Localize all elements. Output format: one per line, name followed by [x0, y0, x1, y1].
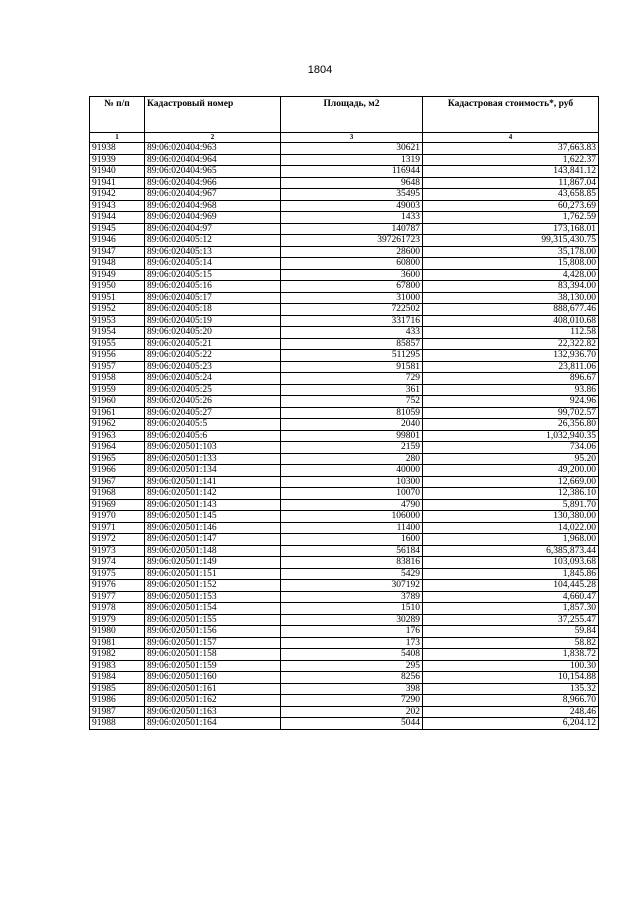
row-number-cell: 91975 [90, 568, 145, 580]
table-row [90, 614, 599, 626]
area-cell: 511295 [281, 350, 423, 362]
table-row [90, 281, 599, 293]
area-cell: 2159 [281, 442, 423, 454]
cadastral-number-cell: 89:06:020501:154 [145, 603, 281, 615]
cadastral-value-cell: 1,622.37 [423, 154, 599, 166]
area-cell: 1600 [281, 534, 423, 546]
cadastral-number-cell: 89:06:020405:16 [145, 281, 281, 293]
cadastral-value-cell: 130,380.00 [423, 511, 599, 523]
cadastral-number-cell: 89:06:020501:158 [145, 649, 281, 661]
area-cell: 85857 [281, 338, 423, 350]
row-number-cell: 91963 [90, 430, 145, 442]
table-row [90, 603, 599, 615]
table-row [90, 511, 599, 523]
table-row [90, 568, 599, 580]
row-number-cell: 91951 [90, 292, 145, 304]
table-row [90, 430, 599, 442]
row-number-cell: 91977 [90, 591, 145, 603]
cadastral-value-cell: 6,204.12 [423, 718, 599, 730]
area-cell: 5408 [281, 649, 423, 661]
row-number-cell: 91983 [90, 660, 145, 672]
row-number-cell: 91954 [90, 327, 145, 339]
cadastral-value-cell: 99,702.57 [423, 407, 599, 419]
table-row [90, 453, 599, 465]
row-number-cell: 91961 [90, 407, 145, 419]
area-cell: 10300 [281, 476, 423, 488]
table-row [90, 580, 599, 592]
table-body [90, 143, 599, 730]
table-row [90, 292, 599, 304]
row-number-cell: 91987 [90, 706, 145, 718]
table-row [90, 166, 599, 178]
cadastral-value-cell: 14,022.00 [423, 522, 599, 534]
cadastral-number-cell: 89:06:020501:133 [145, 453, 281, 465]
cadastral-number-cell: 89:06:020501:152 [145, 580, 281, 592]
table-row [90, 419, 599, 431]
cadastral-value-cell: 10,154.88 [423, 672, 599, 684]
cadastral-value-cell: 99,315,430.75 [423, 235, 599, 247]
row-number-cell: 91979 [90, 614, 145, 626]
cadastral-value-cell: 37,255.47 [423, 614, 599, 626]
table-row [90, 695, 599, 707]
table-row [90, 488, 599, 500]
column-number: 2 [145, 133, 281, 143]
cadastral-number-cell: 89:06:020404:97 [145, 223, 281, 235]
page-number: 1804 [307, 64, 333, 76]
cadastral-number-cell: 89:06:020405:5 [145, 419, 281, 431]
cadastral-value-cell: 1,838.72 [423, 649, 599, 661]
cadastral-number-cell: 89:06:020405:23 [145, 361, 281, 373]
row-number-cell: 91978 [90, 603, 145, 615]
area-cell: 35495 [281, 189, 423, 201]
area-cell: 106000 [281, 511, 423, 523]
cadastral-value-cell: 6,385,873.44 [423, 545, 599, 557]
row-number-cell: 91940 [90, 166, 145, 178]
area-cell: 307192 [281, 580, 423, 592]
area-cell: 3789 [281, 591, 423, 603]
table-row [90, 223, 599, 235]
row-number-cell: 91950 [90, 281, 145, 293]
cadastral-value-cell: 49,200.00 [423, 465, 599, 477]
cadastral-number-cell: 89:06:020501:159 [145, 660, 281, 672]
cadastral-number-cell: 89:06:020501:145 [145, 511, 281, 523]
header-area-text: Площадь, м2 [323, 99, 380, 109]
column-number: 1 [90, 133, 145, 143]
row-number-cell: 91948 [90, 258, 145, 270]
cadastral-number-cell: 89:06:020501:156 [145, 626, 281, 638]
table-row [90, 476, 599, 488]
row-number-cell: 91981 [90, 637, 145, 649]
cadastral-value-cell: 1,857.30 [423, 603, 599, 615]
table-row [90, 718, 599, 730]
cadastral-number-cell: 89:06:020405:6 [145, 430, 281, 442]
cadastral-value-cell: 924.96 [423, 396, 599, 408]
table-row [90, 269, 599, 281]
table-row [90, 396, 599, 408]
area-cell: 729 [281, 373, 423, 385]
cadastral-value-cell: 1,032,940.35 [423, 430, 599, 442]
cadastral-value-cell: 83,394.00 [423, 281, 599, 293]
cadastral-value-cell: 59.84 [423, 626, 599, 638]
cadastral-number-cell: 89:06:020404:964 [145, 154, 281, 166]
cadastral-number-cell: 89:06:020501:155 [145, 614, 281, 626]
area-cell: 8256 [281, 672, 423, 684]
header-area [281, 97, 423, 133]
row-number-cell: 91953 [90, 315, 145, 327]
cadastral-value-cell: 173,168.01 [423, 223, 599, 235]
cadastral-number-cell: 89:06:020405:20 [145, 327, 281, 339]
cadastral-value-cell: 143,841.12 [423, 166, 599, 178]
cadastral-value-cell: 35,178.00 [423, 246, 599, 258]
cadastral-value-cell: 5,891.70 [423, 499, 599, 511]
cadastral-number-cell: 89:06:020404:967 [145, 189, 281, 201]
cadastral-number-cell: 89:06:020501:160 [145, 672, 281, 684]
cadastral-value-cell: 22,322.82 [423, 338, 599, 350]
cadastral-value-cell: 896.67 [423, 373, 599, 385]
area-cell: 11400 [281, 522, 423, 534]
table-row [90, 407, 599, 419]
area-cell: 5429 [281, 568, 423, 580]
area-cell: 60800 [281, 258, 423, 270]
cadastral-number-cell: 89:06:020404:965 [145, 166, 281, 178]
area-cell: 202 [281, 706, 423, 718]
area-cell: 99801 [281, 430, 423, 442]
row-number-cell: 91942 [90, 189, 145, 201]
area-cell: 30289 [281, 614, 423, 626]
table-row [90, 545, 599, 557]
cadastral-number-cell: 89:06:020404:969 [145, 212, 281, 224]
cadastral-number-cell: 89:06:020501:162 [145, 695, 281, 707]
area-cell: 361 [281, 384, 423, 396]
table-row [90, 315, 599, 327]
row-number-cell: 91962 [90, 419, 145, 431]
area-cell: 91581 [281, 361, 423, 373]
area-cell: 140787 [281, 223, 423, 235]
table-row [90, 683, 599, 695]
cadastral-value-cell: 135.32 [423, 683, 599, 695]
area-cell: 10070 [281, 488, 423, 500]
area-cell: 752 [281, 396, 423, 408]
row-number-cell: 91944 [90, 212, 145, 224]
area-cell: 722502 [281, 304, 423, 316]
column-number: 4 [423, 133, 599, 143]
row-number-cell: 91980 [90, 626, 145, 638]
area-cell: 3600 [281, 269, 423, 281]
table-row [90, 557, 599, 569]
table-row [90, 189, 599, 201]
row-number-cell: 91985 [90, 683, 145, 695]
area-cell: 116944 [281, 166, 423, 178]
cadastral-value-cell: 408,010.68 [423, 315, 599, 327]
table-row [90, 350, 599, 362]
table-row [90, 522, 599, 534]
cadastral-value-cell: 1,845.86 [423, 568, 599, 580]
cadastral-number-cell: 89:06:020405:24 [145, 373, 281, 385]
cadastral-number-cell: 89:06:020501:141 [145, 476, 281, 488]
area-cell: 433 [281, 327, 423, 339]
table-row [90, 672, 599, 684]
area-cell: 2040 [281, 419, 423, 431]
table-row [90, 637, 599, 649]
table-row [90, 649, 599, 661]
cadastral-number-cell: 89:06:020501:163 [145, 706, 281, 718]
row-number-cell: 91972 [90, 534, 145, 546]
header-cadastral-value: Кадастровая стоимость*, руб [423, 97, 599, 133]
header-number [90, 97, 145, 133]
row-number-cell: 91964 [90, 442, 145, 454]
cadastral-value-cell: 15,808.00 [423, 258, 599, 270]
table-row [90, 212, 599, 224]
cadastral-value-cell: 100.30 [423, 660, 599, 672]
area-cell: 398 [281, 683, 423, 695]
table-row [90, 626, 599, 638]
cadastral-number-cell: 89:06:020501:142 [145, 488, 281, 500]
table-row [90, 177, 599, 189]
cadastral-value-cell: 12,669.00 [423, 476, 599, 488]
area-cell: 1510 [281, 603, 423, 615]
row-number-cell: 91988 [90, 718, 145, 730]
table-row [90, 373, 599, 385]
cadastral-number-cell: 89:06:020405:25 [145, 384, 281, 396]
cadastral-value-cell: 8,966.70 [423, 695, 599, 707]
cadastral-value-cell: 4,428.00 [423, 269, 599, 281]
table-row [90, 235, 599, 247]
area-cell: 67800 [281, 281, 423, 293]
area-cell: 83816 [281, 557, 423, 569]
row-number-cell: 91965 [90, 453, 145, 465]
cadastral-number-cell: 89:06:020501:151 [145, 568, 281, 580]
table-row [90, 361, 599, 373]
cadastral-value-cell: 104,445.28 [423, 580, 599, 592]
area-cell: 331716 [281, 315, 423, 327]
table-row [90, 534, 599, 546]
table-row [90, 246, 599, 258]
area-cell: 1319 [281, 154, 423, 166]
row-number-cell: 91982 [90, 649, 145, 661]
cadastral-number-cell: 89:06:020501:148 [145, 545, 281, 557]
cadastral-number-cell: 89:06:020405:17 [145, 292, 281, 304]
cadastral-value-cell: 12,386.10 [423, 488, 599, 500]
row-number-cell: 91959 [90, 384, 145, 396]
cadastral-number-cell: 89:06:020404:968 [145, 200, 281, 212]
cadastral-value-cell: 112.58 [423, 327, 599, 339]
cadastral-number-cell: 89:06:020501:161 [145, 683, 281, 695]
cadastral-number-cell: 89:06:020501:147 [145, 534, 281, 546]
row-number-cell: 91955 [90, 338, 145, 350]
row-number-cell: 91949 [90, 269, 145, 281]
area-cell: 81059 [281, 407, 423, 419]
area-cell: 9648 [281, 177, 423, 189]
row-number-cell: 91939 [90, 154, 145, 166]
cadastral-number-cell: 89:06:020404:963 [145, 143, 281, 155]
cadastral-number-cell: 89:06:020405:15 [145, 269, 281, 281]
cadastral-number-cell: 89:06:020405:14 [145, 258, 281, 270]
cadastral-value-cell: 11,867.04 [423, 177, 599, 189]
area-cell: 7290 [281, 695, 423, 707]
header-cadastral-number: Кадастровый номер [145, 97, 281, 133]
cadastral-table [89, 96, 599, 730]
cadastral-value-cell: 26,356.80 [423, 419, 599, 431]
cadastral-number-cell: 89:06:020405:22 [145, 350, 281, 362]
row-number-cell: 91974 [90, 557, 145, 569]
cadastral-number-cell: 89:06:020501:164 [145, 718, 281, 730]
area-cell: 4790 [281, 499, 423, 511]
table-row [90, 465, 599, 477]
area-cell: 280 [281, 453, 423, 465]
header-number-text: № п/п [104, 99, 130, 109]
cadastral-value-cell: 60,273.69 [423, 200, 599, 212]
row-number-cell: 91943 [90, 200, 145, 212]
cadastral-value-cell: 23,811.06 [423, 361, 599, 373]
cadastral-number-cell: 89:06:020501:134 [145, 465, 281, 477]
area-cell: 397261723 [281, 235, 423, 247]
cadastral-value-cell: 43,658.85 [423, 189, 599, 201]
area-cell: 30621 [281, 143, 423, 155]
table-row [90, 384, 599, 396]
row-number-cell: 91958 [90, 373, 145, 385]
row-number-cell: 91968 [90, 488, 145, 500]
table-row [90, 706, 599, 718]
cadastral-value-cell: 93.86 [423, 384, 599, 396]
cadastral-value-cell: 4,660.47 [423, 591, 599, 603]
table-row [90, 258, 599, 270]
row-number-cell: 91986 [90, 695, 145, 707]
cadastral-value-cell: 103,093.68 [423, 557, 599, 569]
row-number-cell: 91938 [90, 143, 145, 155]
area-cell: 56184 [281, 545, 423, 557]
cadastral-value-cell: 132,936.70 [423, 350, 599, 362]
row-number-cell: 91957 [90, 361, 145, 373]
table-row [90, 200, 599, 212]
area-cell: 5044 [281, 718, 423, 730]
area-cell: 28600 [281, 246, 423, 258]
table-row [90, 143, 599, 155]
column-number: 3 [281, 133, 423, 143]
row-number-cell: 91969 [90, 499, 145, 511]
header-row [90, 97, 599, 133]
cadastral-number-cell: 89:06:020404:966 [145, 177, 281, 189]
cadastral-value-cell: 95.20 [423, 453, 599, 465]
table-row [90, 499, 599, 511]
cadastral-number-cell: 89:06:020501:146 [145, 522, 281, 534]
cadastral-number-cell: 89:06:020501:153 [145, 591, 281, 603]
cadastral-value-cell: 37,663.83 [423, 143, 599, 155]
area-cell: 49003 [281, 200, 423, 212]
cadastral-value-cell: 1,968.00 [423, 534, 599, 546]
row-number-cell: 91960 [90, 396, 145, 408]
row-number-cell: 91966 [90, 465, 145, 477]
cadastral-number-cell: 89:06:020501:157 [145, 637, 281, 649]
cadastral-number-cell: 89:06:020501:149 [145, 557, 281, 569]
row-number-cell: 91967 [90, 476, 145, 488]
cadastral-value-cell: 888,677.46 [423, 304, 599, 316]
cadastral-value-cell: 58.82 [423, 637, 599, 649]
row-number-cell: 91970 [90, 511, 145, 523]
cadastral-number-cell: 89:06:020405:26 [145, 396, 281, 408]
column-numbers-row [90, 133, 599, 143]
row-number-cell: 91973 [90, 545, 145, 557]
cadastral-number-cell: 89:06:020501:143 [145, 499, 281, 511]
area-cell: 1433 [281, 212, 423, 224]
area-cell: 176 [281, 626, 423, 638]
row-number-cell: 91984 [90, 672, 145, 684]
table-row [90, 660, 599, 672]
table-row [90, 338, 599, 350]
table-row [90, 154, 599, 166]
cadastral-number-cell: 89:06:020405:18 [145, 304, 281, 316]
cadastral-value-cell: 38,130.00 [423, 292, 599, 304]
area-cell: 31000 [281, 292, 423, 304]
area-cell: 40000 [281, 465, 423, 477]
cadastral-number-cell: 89:06:020405:19 [145, 315, 281, 327]
row-number-cell: 91976 [90, 580, 145, 592]
row-number-cell: 91952 [90, 304, 145, 316]
row-number-cell: 91956 [90, 350, 145, 362]
cadastral-value-cell: 734.06 [423, 442, 599, 454]
area-cell: 295 [281, 660, 423, 672]
cadastral-number-cell: 89:06:020501:103 [145, 442, 281, 454]
cadastral-value-cell: 1,762.59 [423, 212, 599, 224]
row-number-cell: 91971 [90, 522, 145, 534]
table-row [90, 327, 599, 339]
area-cell: 173 [281, 637, 423, 649]
table-row [90, 591, 599, 603]
row-number-cell: 91947 [90, 246, 145, 258]
cadastral-number-cell: 89:06:020405:27 [145, 407, 281, 419]
row-number-cell: 91946 [90, 235, 145, 247]
cadastral-value-cell: 248.46 [423, 706, 599, 718]
cadastral-number-cell: 89:06:020405:12 [145, 235, 281, 247]
row-number-cell: 91945 [90, 223, 145, 235]
cadastral-number-cell: 89:06:020405:21 [145, 338, 281, 350]
cadastral-number-cell: 89:06:020405:13 [145, 246, 281, 258]
table-row [90, 304, 599, 316]
table-row [90, 442, 599, 454]
row-number-cell: 91941 [90, 177, 145, 189]
